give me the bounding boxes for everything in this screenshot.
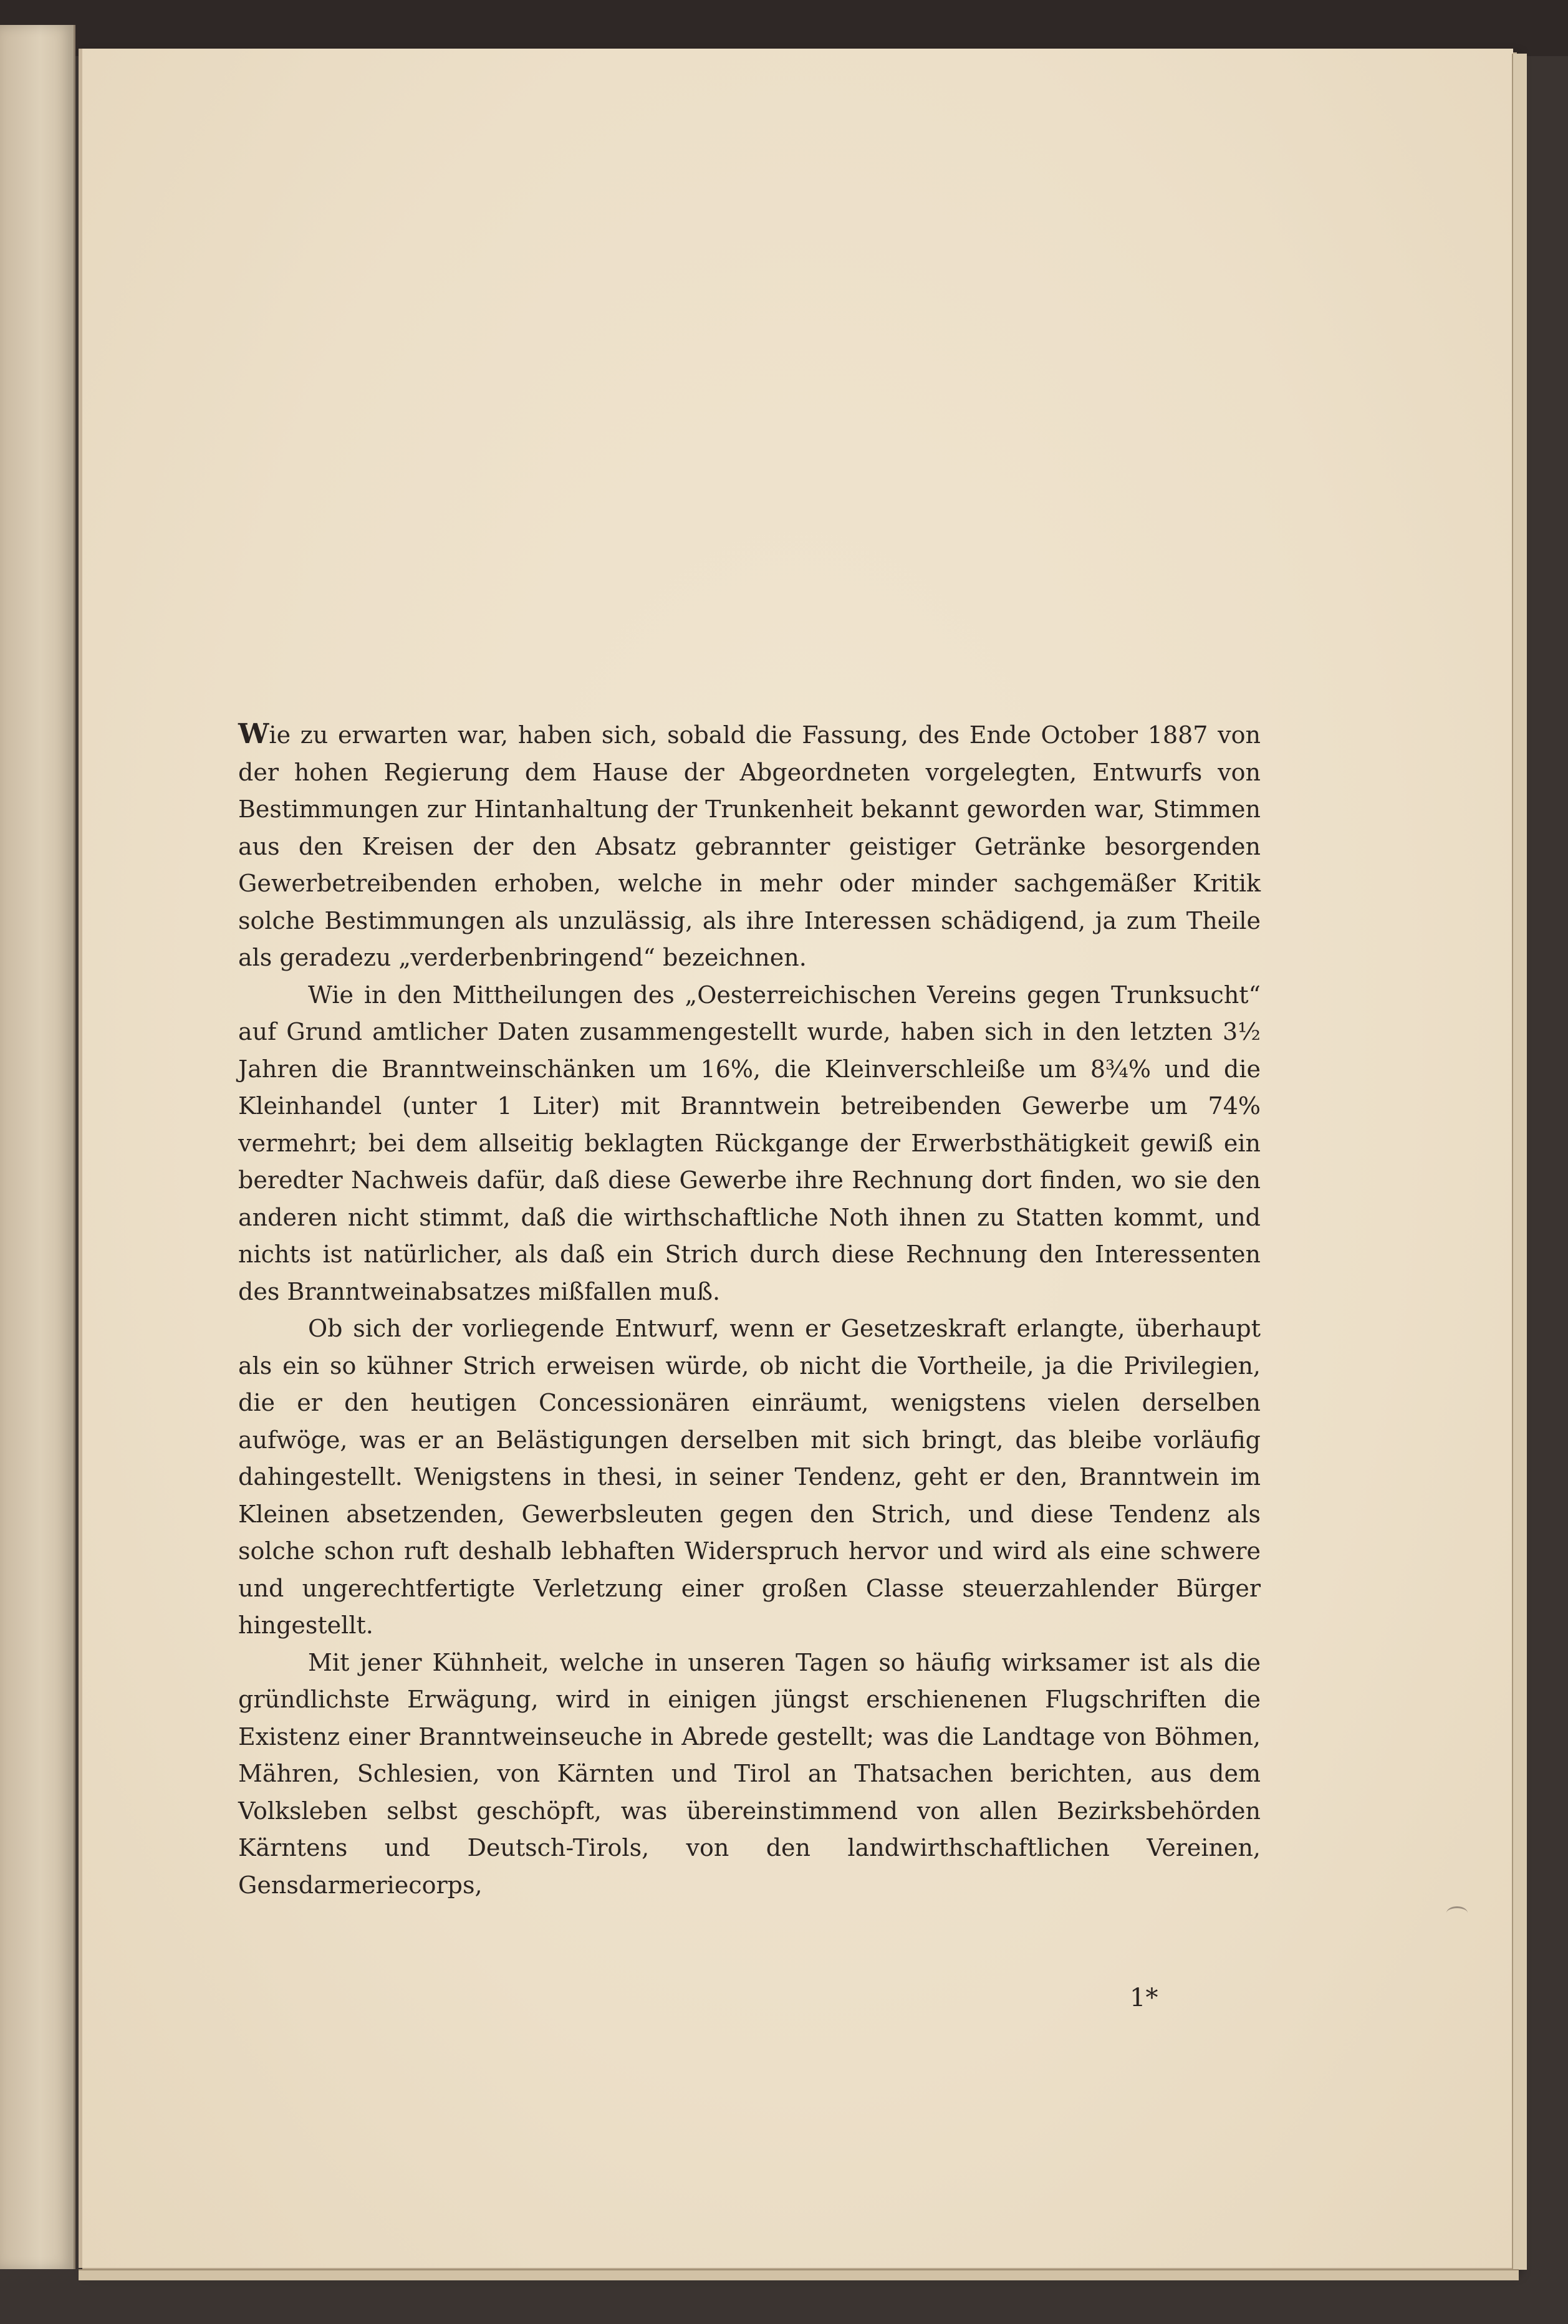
page-number: 1*	[1130, 1984, 1158, 2012]
paragraph-1-text: ie zu erwarten war, haben sich, sobald die Fassung, des Ende October 1887 von der hohen Regierung dem Hause der Abgeordneten vorgelegten, Entwurfs von Bestimmungen zur Hintanhaltung der Trunkenheit bekannt geworden war, Stimmen aus den Kreisen der den Absatz gebrannter geistiger Getränke besorgenden Gewerbetreibenden erhoben, welche in mehr oder minder sachgemäßer Kritik solche Bestimmungen als unzulässig, als ihre Interessen schädigend, ja zum Theile als geradezu „verderbenbringend“ bezeichnen.	[238, 721, 1261, 971]
page-bottom-edge	[79, 2269, 1519, 2280]
pencil-mark	[1446, 1906, 1468, 1919]
previous-page-edge	[0, 25, 75, 2269]
scan-background	[0, 0, 1568, 56]
paragraph-2: Wie in den Mittheilungen des „Oesterreichischen Vereins gegen Trunksucht“ auf Grund amtlicher Daten zusammengestellt wurde, haben sich in den letzten 3½ Jahren die Branntweinschänken um 16%, die Kleinverschleiße um 8¾% und die Kleinhandel (unter 1 Liter) mit Branntwein betreibenden Gewerbe um 74% vermehrt; bei dem allseitig beklagten Rückgange der Erwerbsthätigkeit gewiß ein beredter Nachweis dafür, daß diese Gewerbe ihre Rechnung dort finden, wo sie den anderen nicht stimmt, daß die wirthschaftliche Noth ihnen zu Statten kommt, und nichts ist natürlicher, als daß ein Strich durch diese Rechnung den Interessenten des Branntweinabsatzes mißfallen muß.	[238, 981, 1261, 1305]
paragraph-3: Ob sich der vorliegende Entwurf, wenn er Gesetzeskraft erlangte, überhaupt als ein so kühner Strich erweisen würde, ob nicht die Vortheile, ja die Privilegien, die er den heutigen Concessionären einräumt, wenigstens vielen derselben aufwöge, was er an Belästigungen derselben mit sich bringt, das bleibe vorläufig dahingestellt. Wenigstens in thesi, in seiner Tendenz, geht er den, Branntwein im Kleinen absetzenden, Gewerbsleuten gegen den Strich, und diese Tendenz als solche schon ruft deshalb lebhaften Widerspruch hervor und wird als eine schwere und ungerechtfertigte Verletzung einer großen Classe steuerzahlender Bürger hingestellt.	[238, 1315, 1261, 1639]
page-stack-edge	[1512, 54, 1527, 2270]
paragraph-1	[238, 716, 1261, 977]
paragraph-4: Mit jener Kühnheit, welche in unseren Tagen so häufig wirksamer ist als die gründlichste Erwägung, wird in einigen jüngst erschienenen Flugschriften die Existenz einer Branntweinseuche in Abrede gestellt; was die Landtage von Böhmen, Mähren, Schlesien, von Kärnten und Tirol an Thatsachen berichten, aus dem Volksleben selbst geschöpft, was übereinstimmend von allen Bezirksbehörden Kärntens und Deutsch-Tirols, von den landwirthschaftlichen Vereinen, Gensdarmeriecorps,	[238, 1648, 1261, 1899]
initial-letter: W	[238, 718, 269, 750]
body-text	[238, 716, 1261, 1904]
